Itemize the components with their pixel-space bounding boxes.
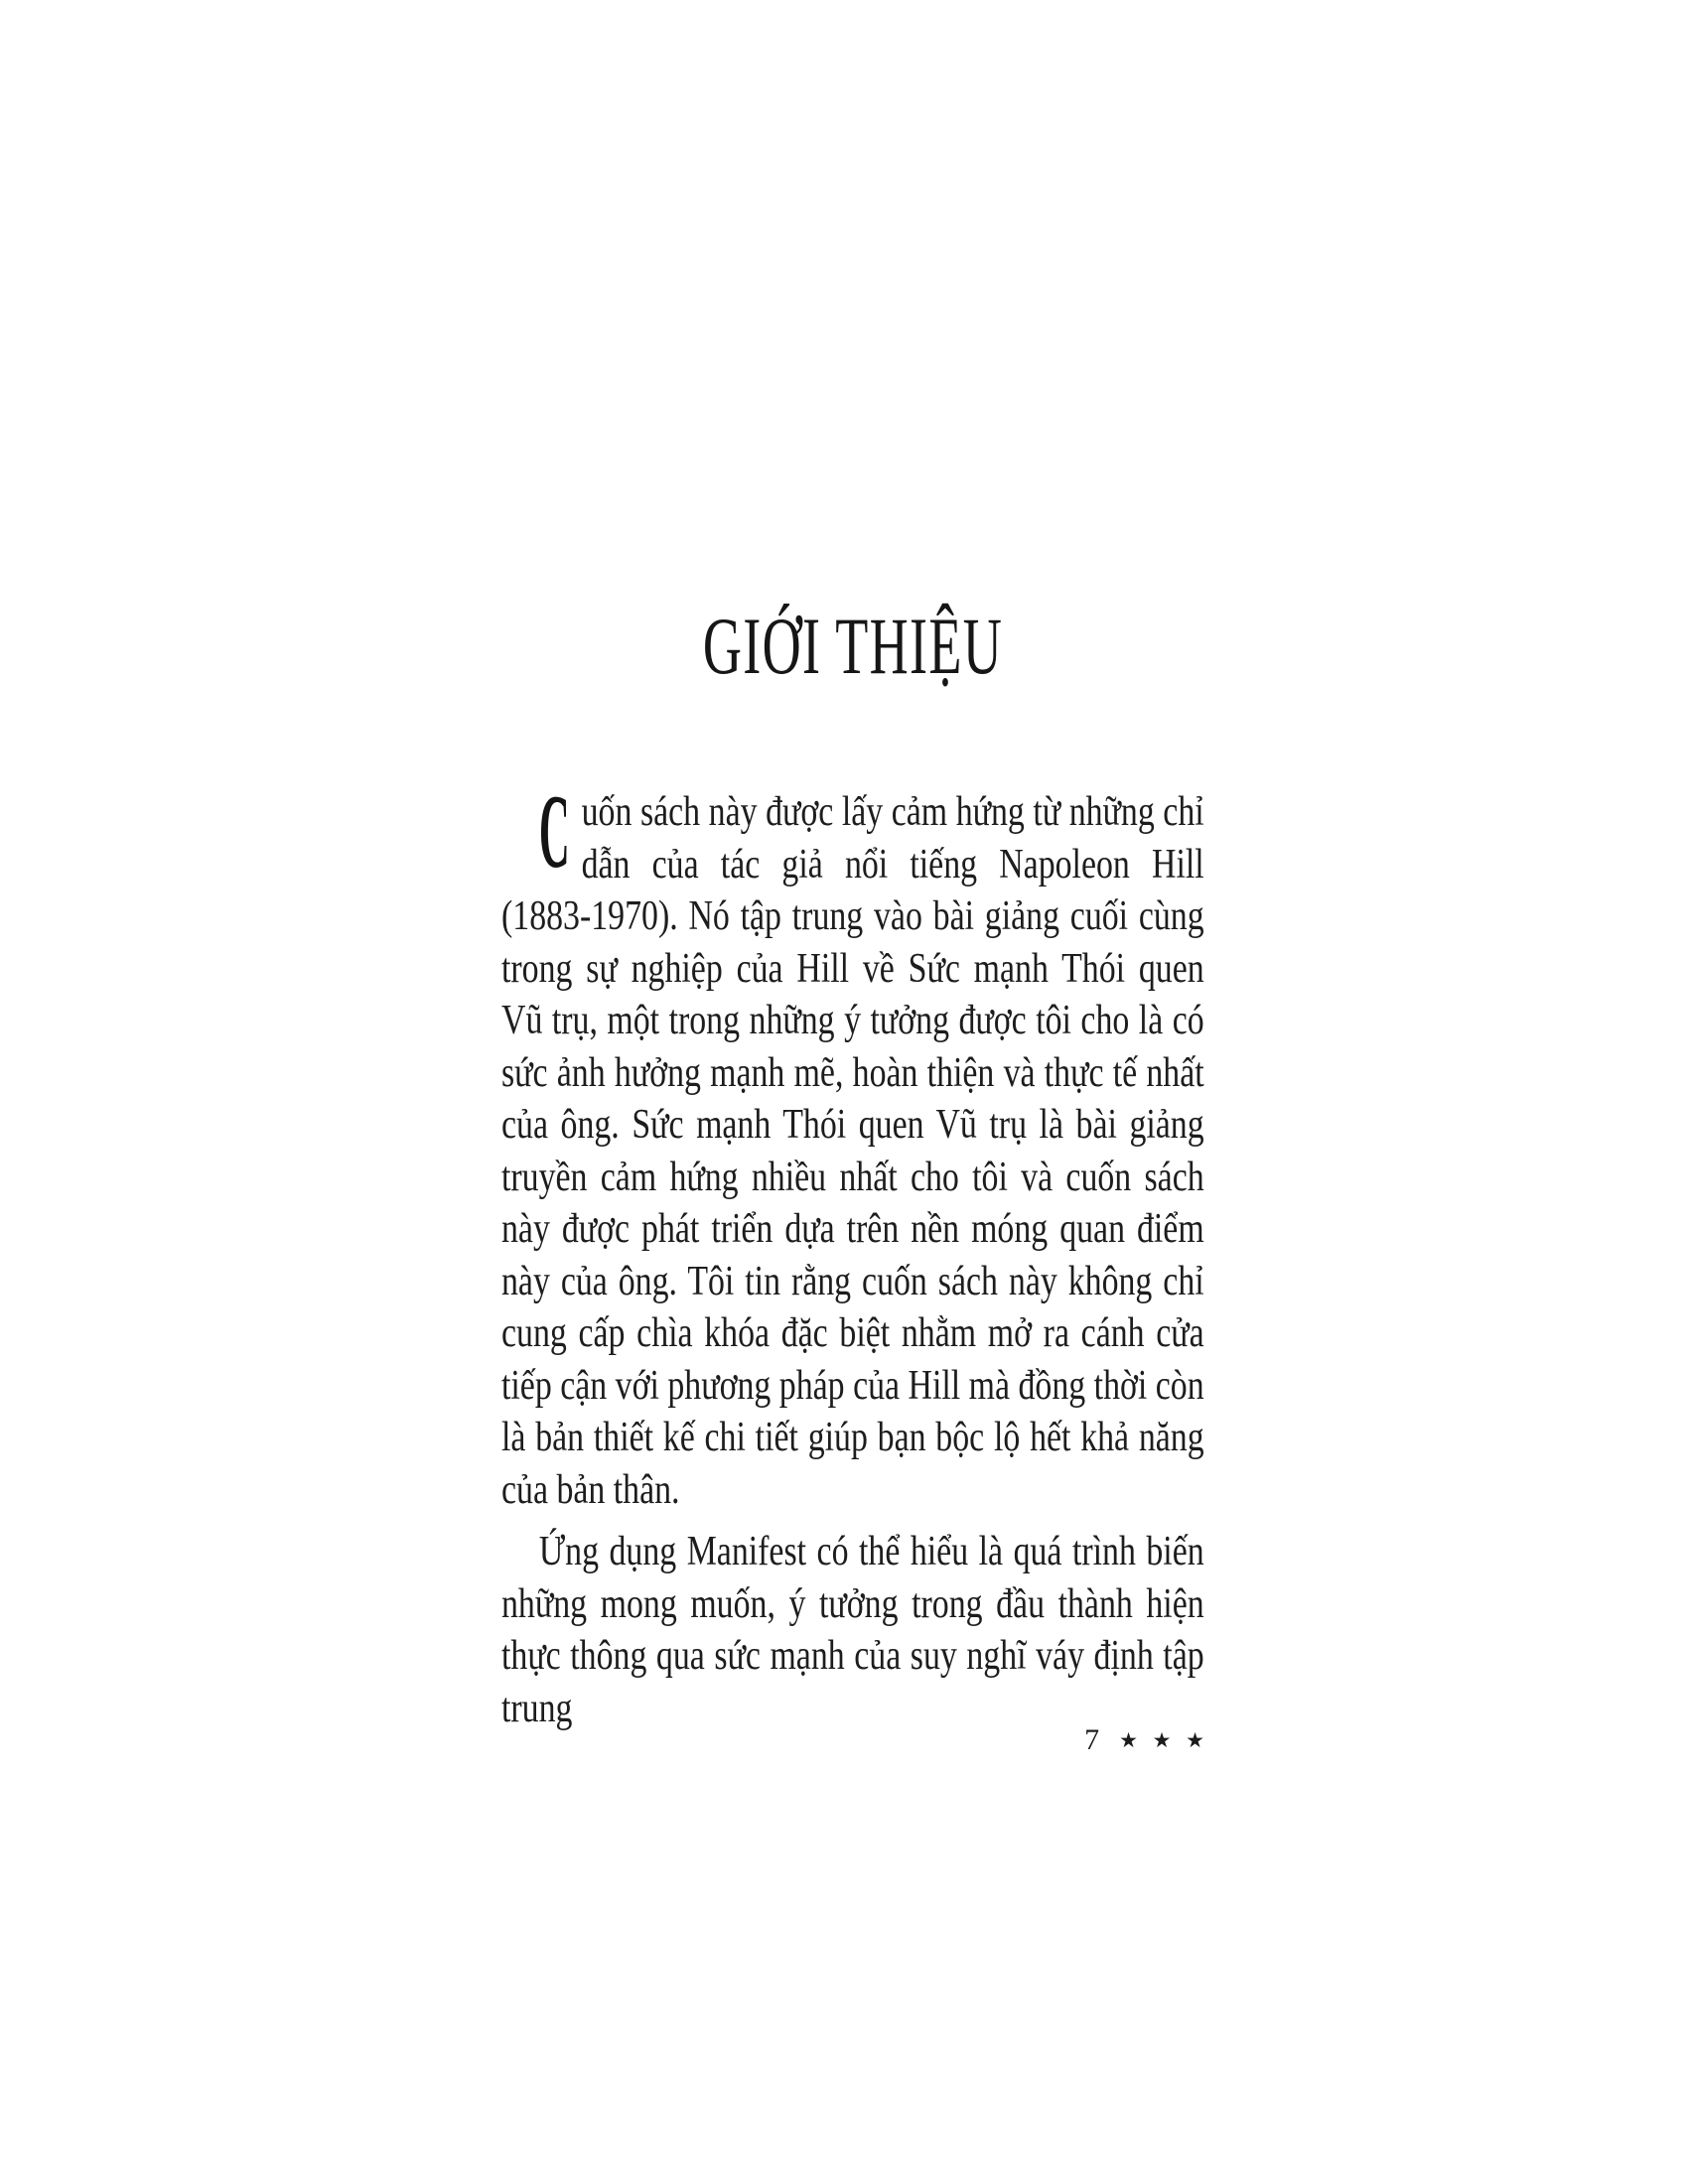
body-text-column — [501, 773, 1204, 1734]
page-number: 7 — [1084, 1723, 1100, 1756]
paragraph-1-text: uốn sách này được lấy cảm hứng từ những chỉ dẫn của tác giả nổi tiếng Napoleon Hill (1883-1970). Nó tập trung vào bài giảng cuối cùng trong sự nghiệp của Hill về Sức mạnh Thói quen Vũ trụ, một trong những ý tưởng được tôi cho là có sức ảnh hưởng mạnh mẽ, hoàn thiện và thực tế nhất của ông. Sức mạnh Thói quen Vũ trụ là bài giảng truyền cảm hứng nhiều nhất cho tôi và cuốn sách này được phát triển dựa trên nền móng quan điểm này của ông. Tôi tin rằng cuốn sách này không chỉ cung cấp chìa khóa đặc biệt nhằm mở ra cánh cửa tiếp cận với phương pháp của Hill mà đồng thời còn là bản thiết kế chi tiết giúp bạn bộc lộ hết khả năng của bản thân. — [501, 789, 1204, 1513]
paragraph-1 — [501, 773, 1204, 1516]
page-footer — [501, 1723, 1204, 1757]
chapter-title: GIỚI THIỆU — [702, 601, 1004, 691]
drop-cap: C — [538, 773, 570, 889]
paragraph-2: Ứng dụng Manifest có thể hiểu là quá trình biến những mong muốn, ý tưởng trong đầu thành hiện thực thông qua sức mạnh của suy nghĩ váy định tập trung — [501, 1529, 1204, 1731]
star-icons: ★ ★ ★ — [1119, 1728, 1204, 1752]
